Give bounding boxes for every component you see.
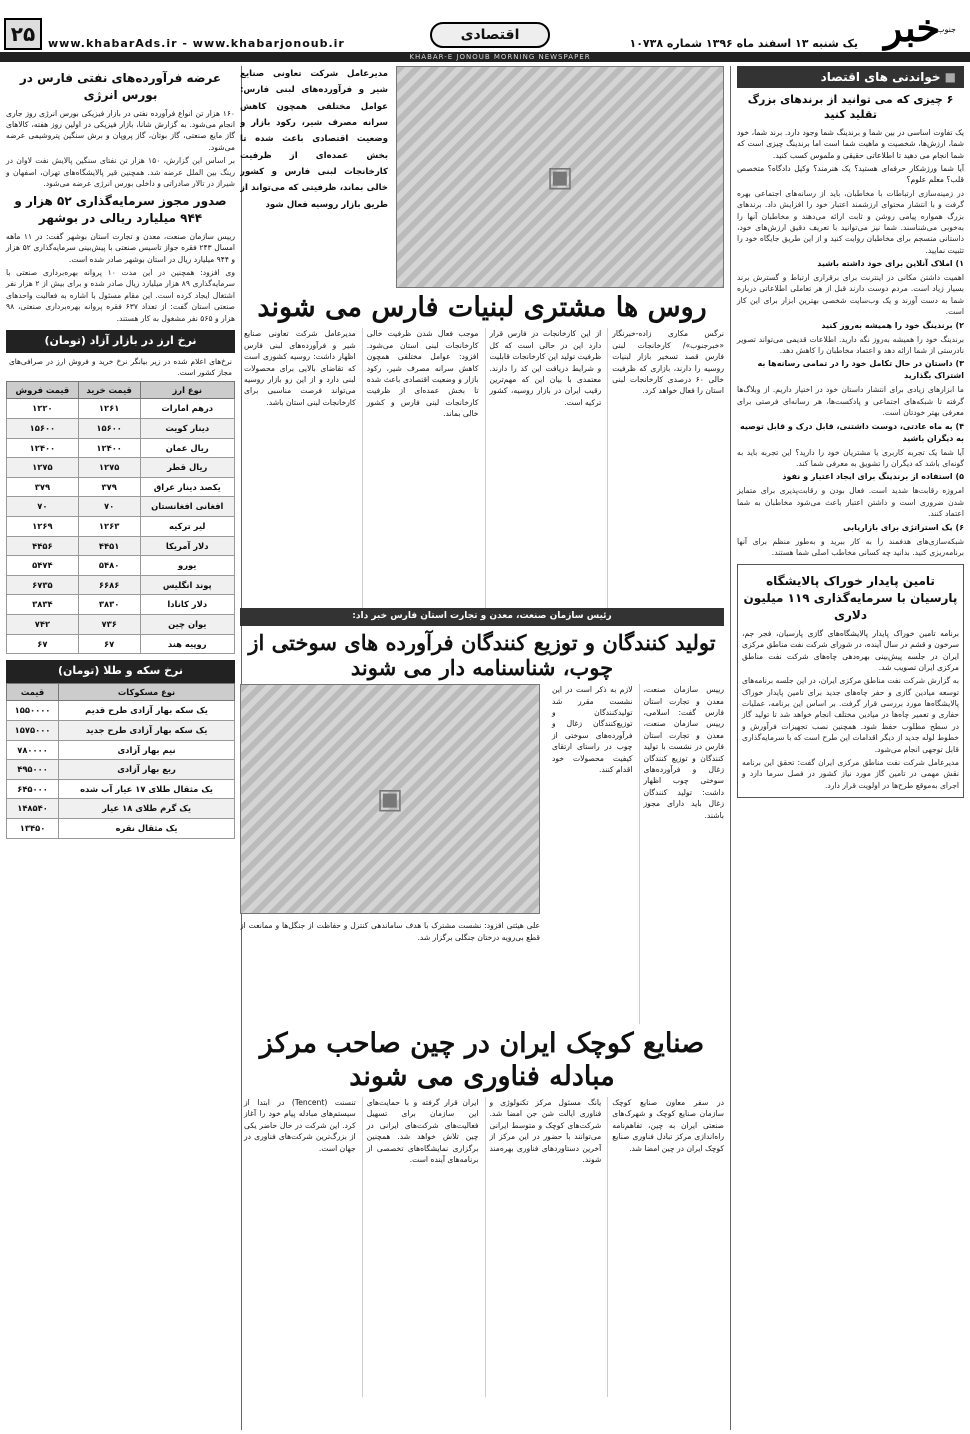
table-row [7, 721, 235, 741]
text-column: در سفر معاون صنایع کوچک سازمان صنایع کوچک و شهرک‌های صنعتی ایران به چین، تفاهم‌نامه راه‌اندازی مرکز تبادل فناوری صنایع کوچک ایران در چین امضا شد. [607, 1097, 724, 1397]
article-body: اهمیت داشتن مکانی در اینترنت برای برقراری ارتباط و گسترش برند بسیار زیاد است. مردم دوست دارند قبل از هر تعاملی اطلاعاتی درباره شما به دست آورند و یک وب‌سایت شخصی بهترین ابزار برای این کار است. [737, 273, 964, 317]
currency-name: ریال قطر [140, 458, 235, 478]
subheading-5: ۵) استفاده از برندینگ برای ایجاد اعتبار و نفوذ [782, 472, 964, 482]
text-column: یانگ مسئول مرکز تکنولوژی و فناوری ایالت شن جن امضا شد. شرکت‌های کوچک و متوسط ایرانی می‌توانند با حضور در این مرکز از آخرین دستاوردهای فناوری بهره‌مند شوند. [485, 1097, 602, 1397]
col-header-sell: قیمت فروش [7, 381, 79, 399]
headline-charcoal: تولید کنندگان و توزیع کنندگان فرآورده های سوختی از چوب، شناسنامه دار می شوند [248, 629, 716, 681]
article-body: در زمینه‌سازی ارتباطات با مخاطبان، باید از رسانه‌های اجتماعی بهره گرفت و با انتشار محتوای ارزشمند اعتبار خود را افزایش داد. برندهای بزرگ همواره پیامی روشن و ثابت ارائه می‌دهند و مخاطبان آنها را به‌خوبی می‌شناسند. شما نیز می‌توانید با تعریف دقیق ارزش‌های خود، داستانی منسجم برای مخاطبان روایت کنید و از این طریق جایگاه خود را تثبیت نمایید. [737, 188, 964, 255]
text-column: از این کارخانجات در فارس قرار دارد این در حالی است که کل ظرفیت تولید این کارخانجات قابلیت و شرایط دریافت این کد را دارند. معتمدی با بیان این که مهم‌ترین رقیب ایران در بازار روسیه، کشور ترکیه است. [485, 328, 602, 608]
page-number: ۲۵ [4, 18, 42, 50]
article-title-brands: ۶ چیزی که می توانید از برندهای بزرگ تقلید کنید [747, 93, 954, 122]
gold-rate-title: نرخ سکه و طلا (تومان) [6, 660, 235, 683]
coin-name: ربع بهار آزادی [59, 760, 235, 780]
coin-name: یک سکه بهار آزادی طرح جدید [59, 721, 235, 741]
text-column: علی هیئتی افزود: نشست مشترک با هدف ساماندهی کنترل و حفاظت از جنگل‌ها و ممانعت از قطع بی‌رویه درختان جنگلی برگزار شد. [240, 921, 540, 942]
currency-name: لیر ترکیه [140, 517, 235, 537]
table-row [7, 740, 235, 760]
table-header-row [7, 381, 235, 399]
article-body: به گزارش شرکت نفت مناطق مرکزی ایران، در این جلسه برنامه‌های توسعه میادین گازی و حفر چاه‌های جدید برای تامین پایدار خوراک پالایشگاه‌ها مورد بررسی قرار گرفت. بر اساس این برنامه، عملیات حفاری و تعمیر چاه‌ها در میادین مختلف انجام خواهد شد تا تولید گاز در سطح مطلوب حفظ شود. همچنین نصب تجهیزات فرآورش و خطوط لوله جدید از دیگر اقدامات این طرح است که با سرمایه‌گذاری قابل توجهی انجام می‌شود. [742, 676, 959, 754]
table-row [7, 399, 235, 419]
coin-name: یک مثقال طلای ۱۷ عیار آب شده [59, 779, 235, 799]
table-header-row [7, 683, 235, 701]
subheading-2: ۲) برندینگ خود را همیشه به‌روز کنید [821, 320, 964, 330]
currency-name: روپیه هند [140, 634, 235, 654]
text-column: موجب فعال شدن ظرفیت خالی کارخانجات لبنی استان می‌شود. افزود: عوامل مختلفی همچون کاهش سرانه مصرف شیر، رکود بازار و وضعیت اقتصادی باعث شده تا بخش عمده‌ای از ظرفیت کارخانجات لبنی فارس و کشور خالی بماند. [362, 328, 479, 608]
article-box-parsian [737, 564, 964, 798]
table-row [7, 458, 235, 478]
buy-price: ۱۵۶۰۰ [78, 418, 140, 438]
col-header-currency: نوع ارز [140, 381, 235, 399]
coin-price: ۱۴۸۵۴۰ [7, 799, 59, 819]
kicker-fars-industry: رئیس سازمان صنعت، معدن و تجارت استان فارس خبر داد: [240, 608, 724, 626]
text-column: نرگس مکاری زاده-خبرنگار «خبرجنوب»/ کارخانجات لبنی فارس قصد تسخیر بازار لبنیات روسیه را دارند، بازاری که ظرفیت خالی ۶۰ درصدی کارخانجات لبنی استان را فعال خواهد کرد. [607, 328, 724, 608]
sell-price: ۱۲۴۰۰ [7, 438, 79, 458]
article-title-bushehr: صدور مجوز سرمایه‌گذاری ۵۲ هزار و ۹۴۴ میلیارد ریالی در بوشهر [14, 194, 227, 226]
table-row [7, 575, 235, 595]
article-body: رییس سازمان صنعت، معدن و تجارت استان بوشهر گفت: در ۱۱ ماهه امسال ۲۴۳ فقره جواز تاسیس صنعتی با پیش‌بینی سرمایه‌گذاری ۵۲ هزار و ۹۴۴ میلیارد ریال در استان بوشهر صادر شده است. [6, 231, 236, 264]
left-column [4, 66, 242, 1430]
sell-price: ۷۰ [7, 497, 79, 517]
coin-name: نیم بهار آزادی [59, 740, 235, 760]
sell-price: ۶۷ [7, 634, 79, 654]
buy-price: ۳۸۳۰ [78, 595, 140, 615]
buy-price: ۶۶۸۶ [78, 575, 140, 595]
image-icon: ▣ [376, 782, 404, 816]
sell-price: ۱۲۷۵ [7, 458, 79, 478]
article-columns-charcoal [548, 684, 724, 1024]
buy-price: ۳۷۹ [78, 477, 140, 497]
sell-price: ۱۲۲۰ [7, 399, 79, 419]
coin-price: ۷۸۰۰۰۰ [7, 740, 59, 760]
right-column [730, 66, 966, 1430]
currency-name: یوان چین [140, 615, 235, 635]
table-row [7, 779, 235, 799]
coin-price: ۶۴۵۰۰۰ [7, 779, 59, 799]
site-urls[interactable]: www.khabarAds.ir - www.khabarjonoub.ir [48, 37, 345, 50]
text-column: تنسنت (Tencent) در ابتدا از سیستم‌های مبادله پیام خود را آغاز کرد. این شرکت در حال حاضر یکی از بزرگ‌ترین شرکت‌های فناوری در جهان است. [244, 1098, 356, 1153]
article-title-fuel-exchange: عرضه فرآورده‌های نفتی فارس در بورس انرژی [19, 71, 222, 102]
coin-price: ۱۵۷۵۰۰۰ [7, 721, 59, 741]
currency-name: ریال عمان [140, 438, 235, 458]
meeting-photo [240, 684, 540, 914]
exchange-rate-title: نرخ ارز در بازار آزاد (تومان) [6, 330, 235, 353]
sell-price: ۴۴۵۶ [7, 536, 79, 556]
subheading-3: ۳) داستان در حال تکامل خود را در تمامی رسانه‌ها به اشتراک بگذارید [757, 359, 964, 381]
headline-dairy-russia: روس ها مشتری لبنیات فارس می شوند [257, 292, 707, 323]
text-column: مدیرعامل شرکت تعاونی صنایع شیر و فرآورده‌های لبنی فارس اظهار داشت: روسیه کشوری است که تقاضای بالایی برای محصولات لبنی دارد و از این رو بازار روسیه می‌تواند فرصت مناسبی برای کارخانجات لبنی استان باشد. [244, 329, 356, 407]
currency-name: دلار آمریکا [140, 536, 235, 556]
article-body: امروزه رقابت‌ها شدید است. فعال بودن و رقابت‌پذیری برای متمایز شدن ضروری است و داشتن اعتبار باعث می‌شود مخاطبان به شما اعتماد کنند. [737, 486, 964, 519]
table-row [7, 615, 235, 635]
subheading-4: ۴) به ماه عادتی، دوست داشتنی، قابل درک و قابل توصیه به دیگران باشید [740, 421, 964, 443]
article-question: آیا شما ورزشکار حرفه‌ای هستید؟ یک هنرمند؟ وکیل دادگاه؟ متخصص قلب؟ معلم علوم؟ [737, 163, 964, 185]
currency-name: یورو [140, 556, 235, 576]
masthead [0, 0, 970, 62]
middle-column [240, 66, 724, 1430]
buy-price: ۵۴۸۰ [78, 556, 140, 576]
text-column: ایران قرار گرفته و با حمایت‌های این سازمان برای تسهیل فعالیت‌های شرکت‌های ایرانی در چین تلاش خواهد شد. همچنین برگزاری نمایشگاه‌های تخصصی از برنامه‌های آینده است. [362, 1097, 479, 1397]
table-row [7, 760, 235, 780]
sell-price: ۳۸۳۴ [7, 595, 79, 615]
article-body: ۱۶۰ هزار تن انواع فرآورده نفتی در بازار فیزیکی بورس انرژی روز جاری انجام می‌شود. به گزارش شانا، بازار فیزیکی در اولین روز هفته، کالاهای گاز مایع صنعتی، گاز بوتان، گاز پروپان و برش سنگین پتروشیمی عرضه می‌شود. [6, 108, 235, 152]
table-row [7, 438, 235, 458]
lead-caption: مدیرعامل شرکت تعاونی صنایع شیر و فرآورده‌های لبنی فارس: عوامل مختلفی همچون کاهش سرانه مصرف شیر، رکود بازار و وضعیت اقتصادی باعث شده تا بخش عمده‌ای از ظرفیت کارخانجات لبنی فارس و کشور خالی بماند، ظرفیتی که می‌تواند از طریق بازار روسیه فعال شود [240, 69, 388, 210]
tagline: KHABAR-E JONOUB MORNING NEWSPAPER [409, 53, 591, 61]
article-body: شبکه‌سازی‌های هدفمند را به کار ببرید و به‌طور منظم برای آنها برنامه‌ریزی کنید. بدانید چه کسانی مخاطب اصلی شما هستند. [737, 536, 964, 557]
buy-price: ۶۷ [78, 634, 140, 654]
coin-price: ۱۳۴۵۰ [7, 819, 59, 839]
sell-price: ۱۲۶۹ [7, 517, 79, 537]
currency-name: یکصد دینار عراق [140, 477, 235, 497]
buy-price: ۴۴۵۱ [78, 536, 140, 556]
article-body: مدیرعامل شرکت نفت مناطق مرکزی ایران گفت: تحقق این برنامه نقش مهمی در تامین گاز مورد نیاز کشور در فصل سرما دارد و اجرای به‌موقع طرح‌ها در اولویت قرار دارد. [742, 758, 959, 790]
table-row [7, 556, 235, 576]
article-body: برندینگ خود را همیشه به‌روز نگه دارید. اطلاعات قدیمی می‌تواند تصویر نادرستی از شما ارائه دهد و اعتماد مخاطبان را کاهش دهد. [737, 334, 964, 356]
sell-price: ۳۷۹ [7, 477, 79, 497]
currency-name: دلار کانادا [140, 595, 235, 615]
table-row [7, 595, 235, 615]
col-header-price: قیمت [7, 683, 59, 701]
article-columns-china [240, 1097, 724, 1397]
buy-price: ۱۲۷۵ [78, 458, 140, 478]
col-header-buy: قیمت خرید [78, 381, 140, 399]
sell-price: ۶۷۳۵ [7, 575, 79, 595]
article-body: بر اساس این گزارش، ۱۵۰ هزار تن نفتای سنگین پالایش نفت لاوان در رینگ بین الملل عرضه شد. همچنین قیر پالایشگاه‌های تهران، اصفهان و شیراز در تالار صادراتی و داخلی بورس انرژی عرضه می‌شود. [6, 156, 235, 188]
article-body: ما ابزارهای زیادی برای انتشار داستان خود در اختیار داریم. از وبلاگ‌ها گرفته تا شبکه‌های اجتماعی و پادکست‌ها، هر رسانه‌ای فرصتی برای معرفی بهتر خودتان است. [737, 385, 964, 418]
coin-name: یک مثقال نقره [59, 819, 235, 839]
table-row [7, 799, 235, 819]
subheading-1: ۱) املاک آنلاین برای خود داشته باشید [817, 259, 964, 269]
article-title-parsian: تامین پایدار خوراک پالایشگاه پارسیان با سرمایه‌گذاری ۱۱۹ میلیون دلاری [743, 574, 958, 622]
coin-price: ۴۹۵۰۰۰ [7, 760, 59, 780]
table-row [7, 497, 235, 517]
sell-price: ۱۵۶۰۰ [7, 418, 79, 438]
logo-sub: جنوب [936, 25, 956, 34]
coin-name: یک گرم طلای ۱۸ عیار [59, 799, 235, 819]
image-icon: ▣ [546, 160, 574, 193]
article-columns-dairy [240, 328, 724, 608]
section-badge: اقتصادی [430, 22, 550, 48]
newspaper-logo[interactable] [862, 4, 962, 52]
text-column: رییس سازمان صنعت، معدن و تجارت استان فارس گفت: اسلامی، رییس سازمان صنعت، معدن و تجارت استان فارس در نشست با تولید کنندگان و توزیع کنندگان زغال و فرآورده‌های سوختی چوب اظهار داشت: تولید کنندگان زغال باید دارای مجوز باشند. [639, 684, 725, 1024]
table-row [7, 418, 235, 438]
table-row [7, 517, 235, 537]
currency-name: دینار کویت [140, 418, 235, 438]
table-row [7, 634, 235, 654]
issue-date: یک شنبه ۱۳ اسفند ماه ۱۳۹۶ شماره ۱۰۷۳۸ [629, 37, 858, 50]
gold-rate-table [6, 683, 235, 839]
article-body: وی افزود: همچنین در این مدت ۱۰ پروانه بهره‌برداری صنعتی با سرمایه‌گذاری ۸۹ هزار میلیارد ریال صادر شده و برای بیش از ۲ هزار نفر اشتغال ایجاد کرده است. این مقام مسئول با اشاره به فعالیت واحدهای صنعتی استان گفت: از تعداد ۶۳۷ فقره پروانه بهره‌برداری صنعتی، ۹۸ هزار و ۵۶۵ نفر مشغول به کار هستند. [6, 268, 236, 323]
buy-price: ۷۳۶ [78, 615, 140, 635]
table-row [7, 477, 235, 497]
table-row [7, 701, 235, 721]
sell-price: ۵۴۷۴ [7, 556, 79, 576]
currency-name: درهم امارات [140, 399, 235, 419]
table-row [7, 536, 235, 556]
coin-price: ۱۵۵۰۰۰۰ [7, 701, 59, 721]
dairy-factory-photo [396, 66, 724, 288]
buy-price: ۱۲۶۳ [78, 517, 140, 537]
article-intro: برنامه تامین خوراک پایدار پالایشگاه‌های گازی پارسیان، فجر جم، سرخون و قشم در سال آینده، در شورای شرکت نفت مناطق مرکزی ایران در جلسه پیش‌بینی بهره‌دهی چاه‌های شرکت نفت مناطق مرکزی ایران تصویب شد. [742, 628, 959, 672]
currency-name: پوند انگلیس [140, 575, 235, 595]
coin-name: یک سکه بهار آزادی طرح قدیم [59, 701, 235, 721]
currency-name: افغانی افغانستان [140, 497, 235, 517]
logo-text: خبر [884, 5, 940, 50]
sell-price: ۷۴۲ [7, 615, 79, 635]
table-row [7, 819, 235, 839]
article-intro: یک تفاوت اساسی در بین شما و برندینگ شما وجود دارد. برند شما، خود شما، ارزش‌ها، شخصیت و ماهیت شما است اما برندینگ چیزی است که شما انجام می دهید تا اطلاعاتی حقیقی و ملموس کسب کنید. [737, 127, 964, 160]
buy-price: ۱۲۶۱ [78, 399, 140, 419]
buy-price: ۱۲۴۰۰ [78, 438, 140, 458]
section-title-readables: ■ خواندنی های اقتصاد [737, 66, 964, 88]
col-header-coin: نوع مسکوکات [59, 683, 235, 701]
buy-price: ۷۰ [78, 497, 140, 517]
exchange-rate-note: نرخ‌های اعلام شده در زیر بیانگر نرخ خرید و فروش ارز در صرافی‌های مجاز کشور است. [9, 356, 232, 377]
text-column: لازم به ذکر است در این نشست مقرر شد تولیدکنندگان و توزیع‌کنندگان زغال و فرآورده‌های سوختی از چوب در راستای ارتقای کیفیت محصولات خود اقدام کنند. [552, 685, 633, 774]
article-body: آیا شما یک تجربه کاربری یا مشتریان خود را دارید؟ این تجربه باید به گونه‌ای باشد که دیگران را تشویق به معرفی شما کند. [737, 447, 964, 468]
exchange-rate-table [6, 381, 235, 655]
headline-china-small-industries: صنایع کوچک ایران در چین صاحب مرکز مبادله فناوری می شوند [259, 1028, 705, 1092]
subheading-6: ۶) یک استراتژی برای بازاریابی [843, 522, 964, 532]
